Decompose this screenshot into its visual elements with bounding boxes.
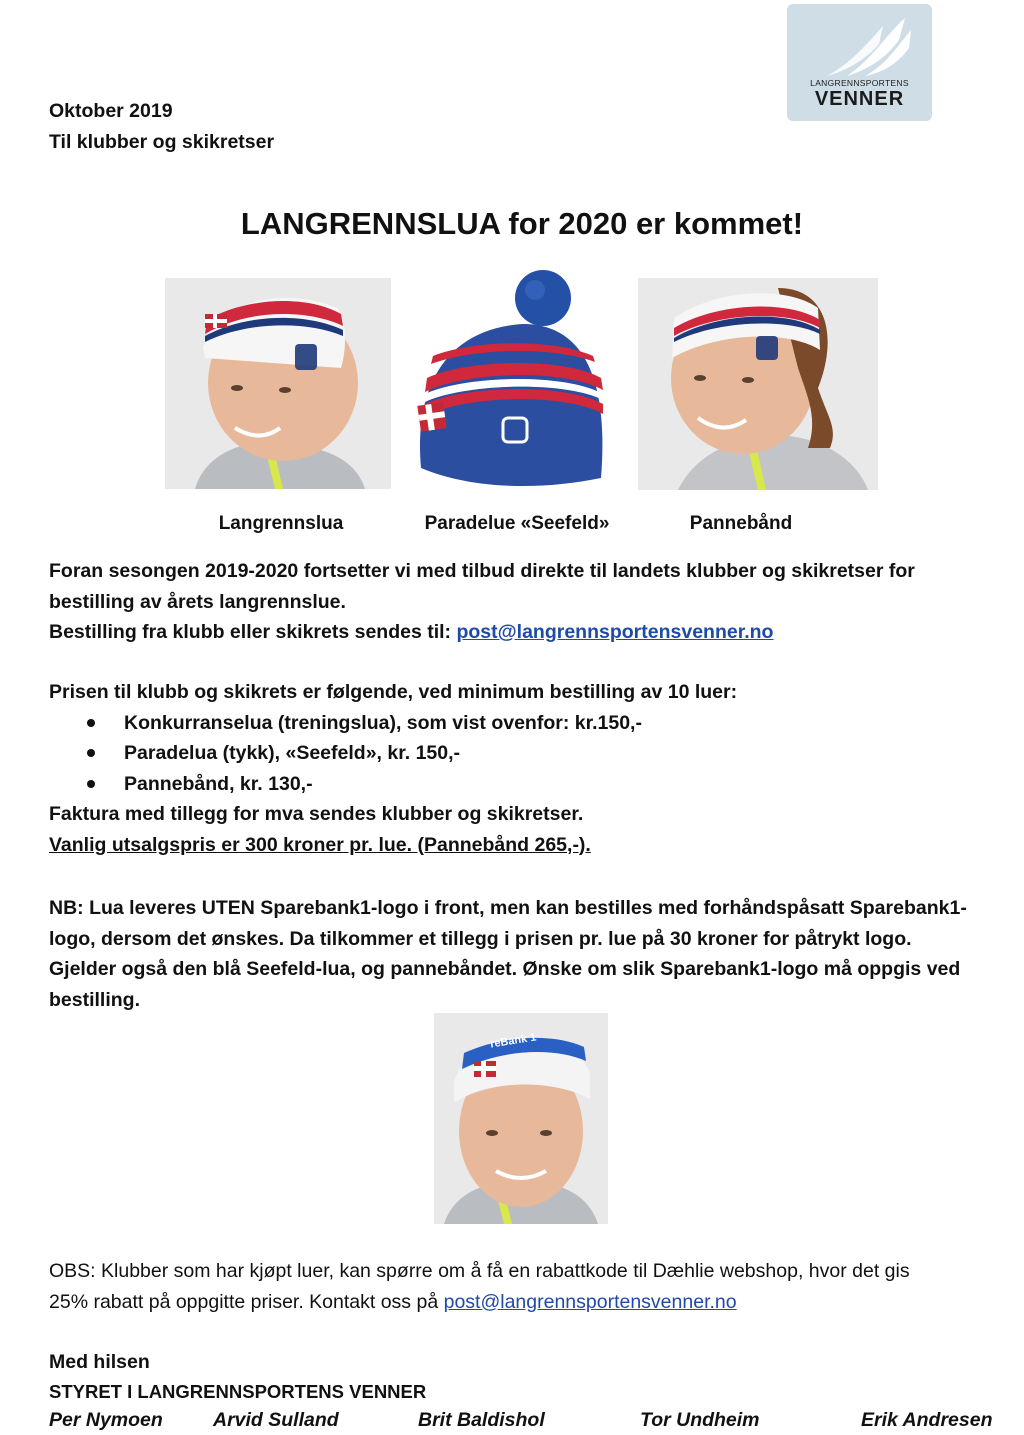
price-item: Paradelua (tykk), «Seefeld», kr. 150,-: [49, 738, 1009, 769]
intro-line-1: Foran sesongen 2019-2020 fortsetter vi med tilbud direkte til landets klubber og skikretser for: [49, 560, 915, 582]
nb-line-4: bestilling.: [49, 988, 141, 1011]
order-line: [49, 617, 1009, 648]
obs-line-1: OBS: Klubber som har kjøpt luer, kan spørre om å få en rabattkode til Dæhlie webshop, hvor det gis: [49, 1260, 910, 1282]
retail-price-note: Vanlig utsalgspris er 300 kroner pr. lue. (Pannebånd 265,-).: [49, 833, 591, 856]
langrennslua-photo: [165, 278, 391, 489]
nb-line-2: logo, dersom det ønskes. Da tilkommer et tillegg i prisen pr. lue på 30 kroner for påtrykt logo.: [49, 927, 912, 950]
obs-email-link[interactable]: post@langrennsportensvenner.no: [443, 1290, 737, 1313]
sparebank-headband-photo: [434, 1013, 608, 1224]
nb-line-1: NB: Lua leveres UTEN Sparebank1-logo i front, men kan bestilles med forhåndspåsatt Sparebank1-: [49, 897, 967, 919]
sponsor-band-text: reBank 1: [489, 1031, 538, 1051]
intro-paragraph: [49, 556, 1009, 648]
invoice-note: Faktura med tillegg for mva sendes klubber og skikretser.: [49, 803, 584, 825]
closing-org: STYRET I LANGRENNSPORTENS VENNER: [49, 1381, 427, 1402]
logo-text-top: LANGRENNSPORTENS: [810, 78, 909, 88]
letter-recipient: Til klubber og skikretser: [49, 131, 275, 153]
closing-greeting: Med hilsen: [49, 1351, 150, 1373]
page-title: LANGRENNSLUA for 2020 er kommet!: [240, 206, 804, 241]
order-label: Bestilling fra klubb eller skikrets sendes til:: [49, 621, 457, 643]
seefeld-pompom-hat-image: [413, 268, 609, 492]
obs-line-2: [49, 1287, 1009, 1318]
signature: Brit Baldishol: [418, 1409, 545, 1431]
pricing-section: [49, 677, 1009, 860]
bullet-icon: [87, 780, 95, 788]
bullet-icon: [87, 749, 95, 757]
signature: Arvid Sulland: [213, 1409, 339, 1431]
signature: Tor Undheim: [640, 1409, 760, 1431]
org-logo: [787, 4, 932, 121]
caption-paradelue: Paradelue «Seefeld»: [424, 513, 610, 534]
nb-paragraph: [49, 893, 1009, 1015]
price-item: Pannebånd, kr. 130,-: [49, 769, 1009, 800]
obs-paragraph: [49, 1256, 1009, 1317]
order-email-link[interactable]: post@langrennsportensvenner.no: [456, 621, 774, 643]
caption-panneband: Pannebånd: [689, 513, 793, 534]
caption-langrennslua: Langrennslua: [218, 513, 344, 534]
intro-line-2: bestilling av årets langrennslue.: [49, 590, 346, 613]
price-item: Konkurranselua (treningslua), som vist ovenfor: kr.150,-: [49, 708, 1009, 739]
letter-date: Oktober 2019: [49, 100, 173, 122]
pricing-heading: Prisen til klubb og skikrets er følgende, ved minimum bestilling av 10 luer:: [49, 681, 738, 703]
woman-with-langrennslua-image: [165, 278, 391, 489]
bullet-icon: [87, 719, 95, 727]
obs-line-2-text: 25% rabatt på oppgitte priser. Kontakt oss på: [49, 1290, 444, 1313]
price-list: [49, 708, 1009, 800]
panneband-photo: [638, 278, 878, 490]
signature: Per Nymoen: [49, 1409, 163, 1431]
paradelue-photo: [413, 268, 609, 492]
woman-with-panneband-image: [638, 278, 878, 490]
nb-line-3: Gjelder også den blå Seefeld-lua, og pannebåndet. Ønske om slik Sparebank1-logo må oppgis ved: [49, 958, 961, 980]
signature: Erik Andresen: [861, 1409, 993, 1431]
logo-text-bottom: VENNER: [814, 88, 905, 110]
